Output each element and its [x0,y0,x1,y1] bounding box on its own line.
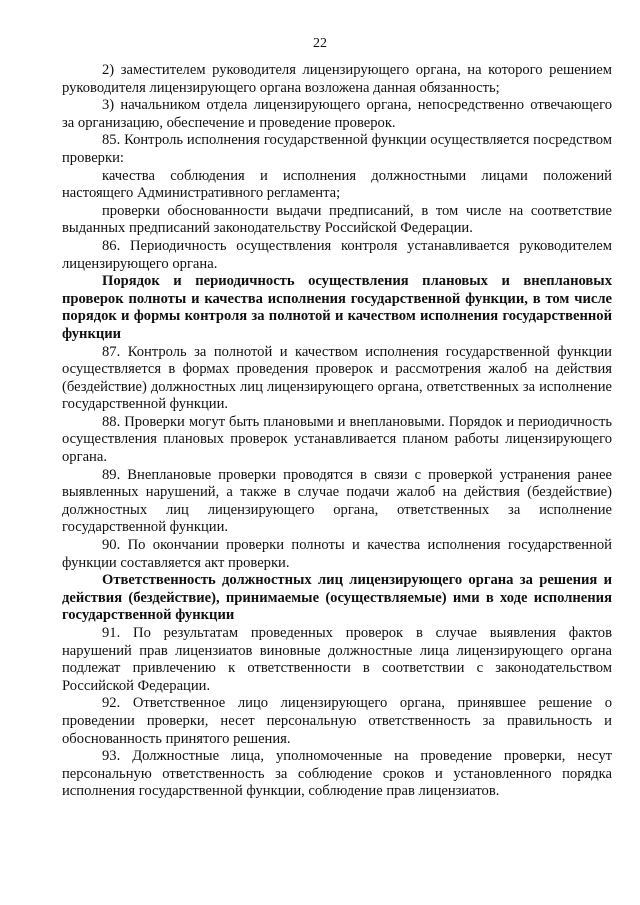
section-heading-responsibility: Ответственность должностных лиц лицензирующего органа за решения и действия (бездействие), принимаемые (осуществляемые) ими в ходе исполнения государственной функции [62,572,612,624]
paragraph-89: 89. Внеплановые проверки проводятся в связи с проверкой устранения ранее выявленных нарушений, а также в случае подачи жалоб на действия (бездействие) должностных лиц лицензирующего органа, ответственных за исполнение государственной функции. [62,466,612,536]
paragraph-91: 91. По результатам проведенных проверок в случае выявления фактов нарушений прав лицензиатов виновные должностные лица лицензирующего органа подлежат привлечению к ответственности в соответствии с законодательством Российской Федерации. [62,625,612,694]
paragraph-93: 93. Должностные лица, уполномоченные на проведение проверки, несут персональную ответственность за соблюдение сроков и установленного порядка исполнения государственной функции, соблюдение прав лицензиатов. [62,748,612,800]
section-heading-inspections: Порядок и периодичность осуществления плановых и внеплановых проверок полноты и качества исполнения государственной функции, в том числе порядок и формы контроля за полнотой и качеством исполнения государственной функции [62,273,612,342]
document-body [62,62,612,801]
paragraph-92: 92. Ответственное лицо лицензирующего органа, принявшее решение о проведении проверки, несет персональную ответственность за правильность и обоснованность принятого решения. [62,695,612,747]
paragraph-86: 86. Периодичность осуществления контроля устанавливается руководителем лицензирующего органа. [62,237,612,272]
paragraph-2: 2) заместителем руководителя лицензирующего органа, на которого решением руководителя лицензирующего органа возложена данная обязанность; [62,62,612,96]
paragraph-85: 85. Контроль исполнения государственной функции осуществляется посредством проверки: [62,132,612,166]
paragraph-87: 87. Контроль за полнотой и качеством исполнения государственной функции осуществляется в формах проведения проверок и рассмотрения жалоб на действия (бездействие) должностных лиц лицензирующего органа, ответственных за исполнение государственной функции. [62,343,612,413]
paragraph-3: 3) начальником отдела лицензирующего органа, непосредственно отвечающего за организацию, обеспечение и проведение проверок. [62,97,612,131]
page-number: 22 [313,36,327,51]
paragraph-88: 88. Проверки могут быть плановыми и внеплановыми. Порядок и периодичность осуществления плановых проверок устанавливается планом работы лицензирующего органа. [62,413,612,466]
paragraph-90: 90. По окончании проверки полноты и качества исполнения государственной функции составляется акт проверки. [62,537,612,571]
paragraph-85-item-2: проверки обоснованности выдачи предписаний, в том числе на соответствие выданных предписаний законодательству Российской Федерации. [62,202,612,237]
paragraph-85-item-1: качества соблюдения и исполнения должностными лицами положений настоящего Административного регламента; [62,167,612,202]
